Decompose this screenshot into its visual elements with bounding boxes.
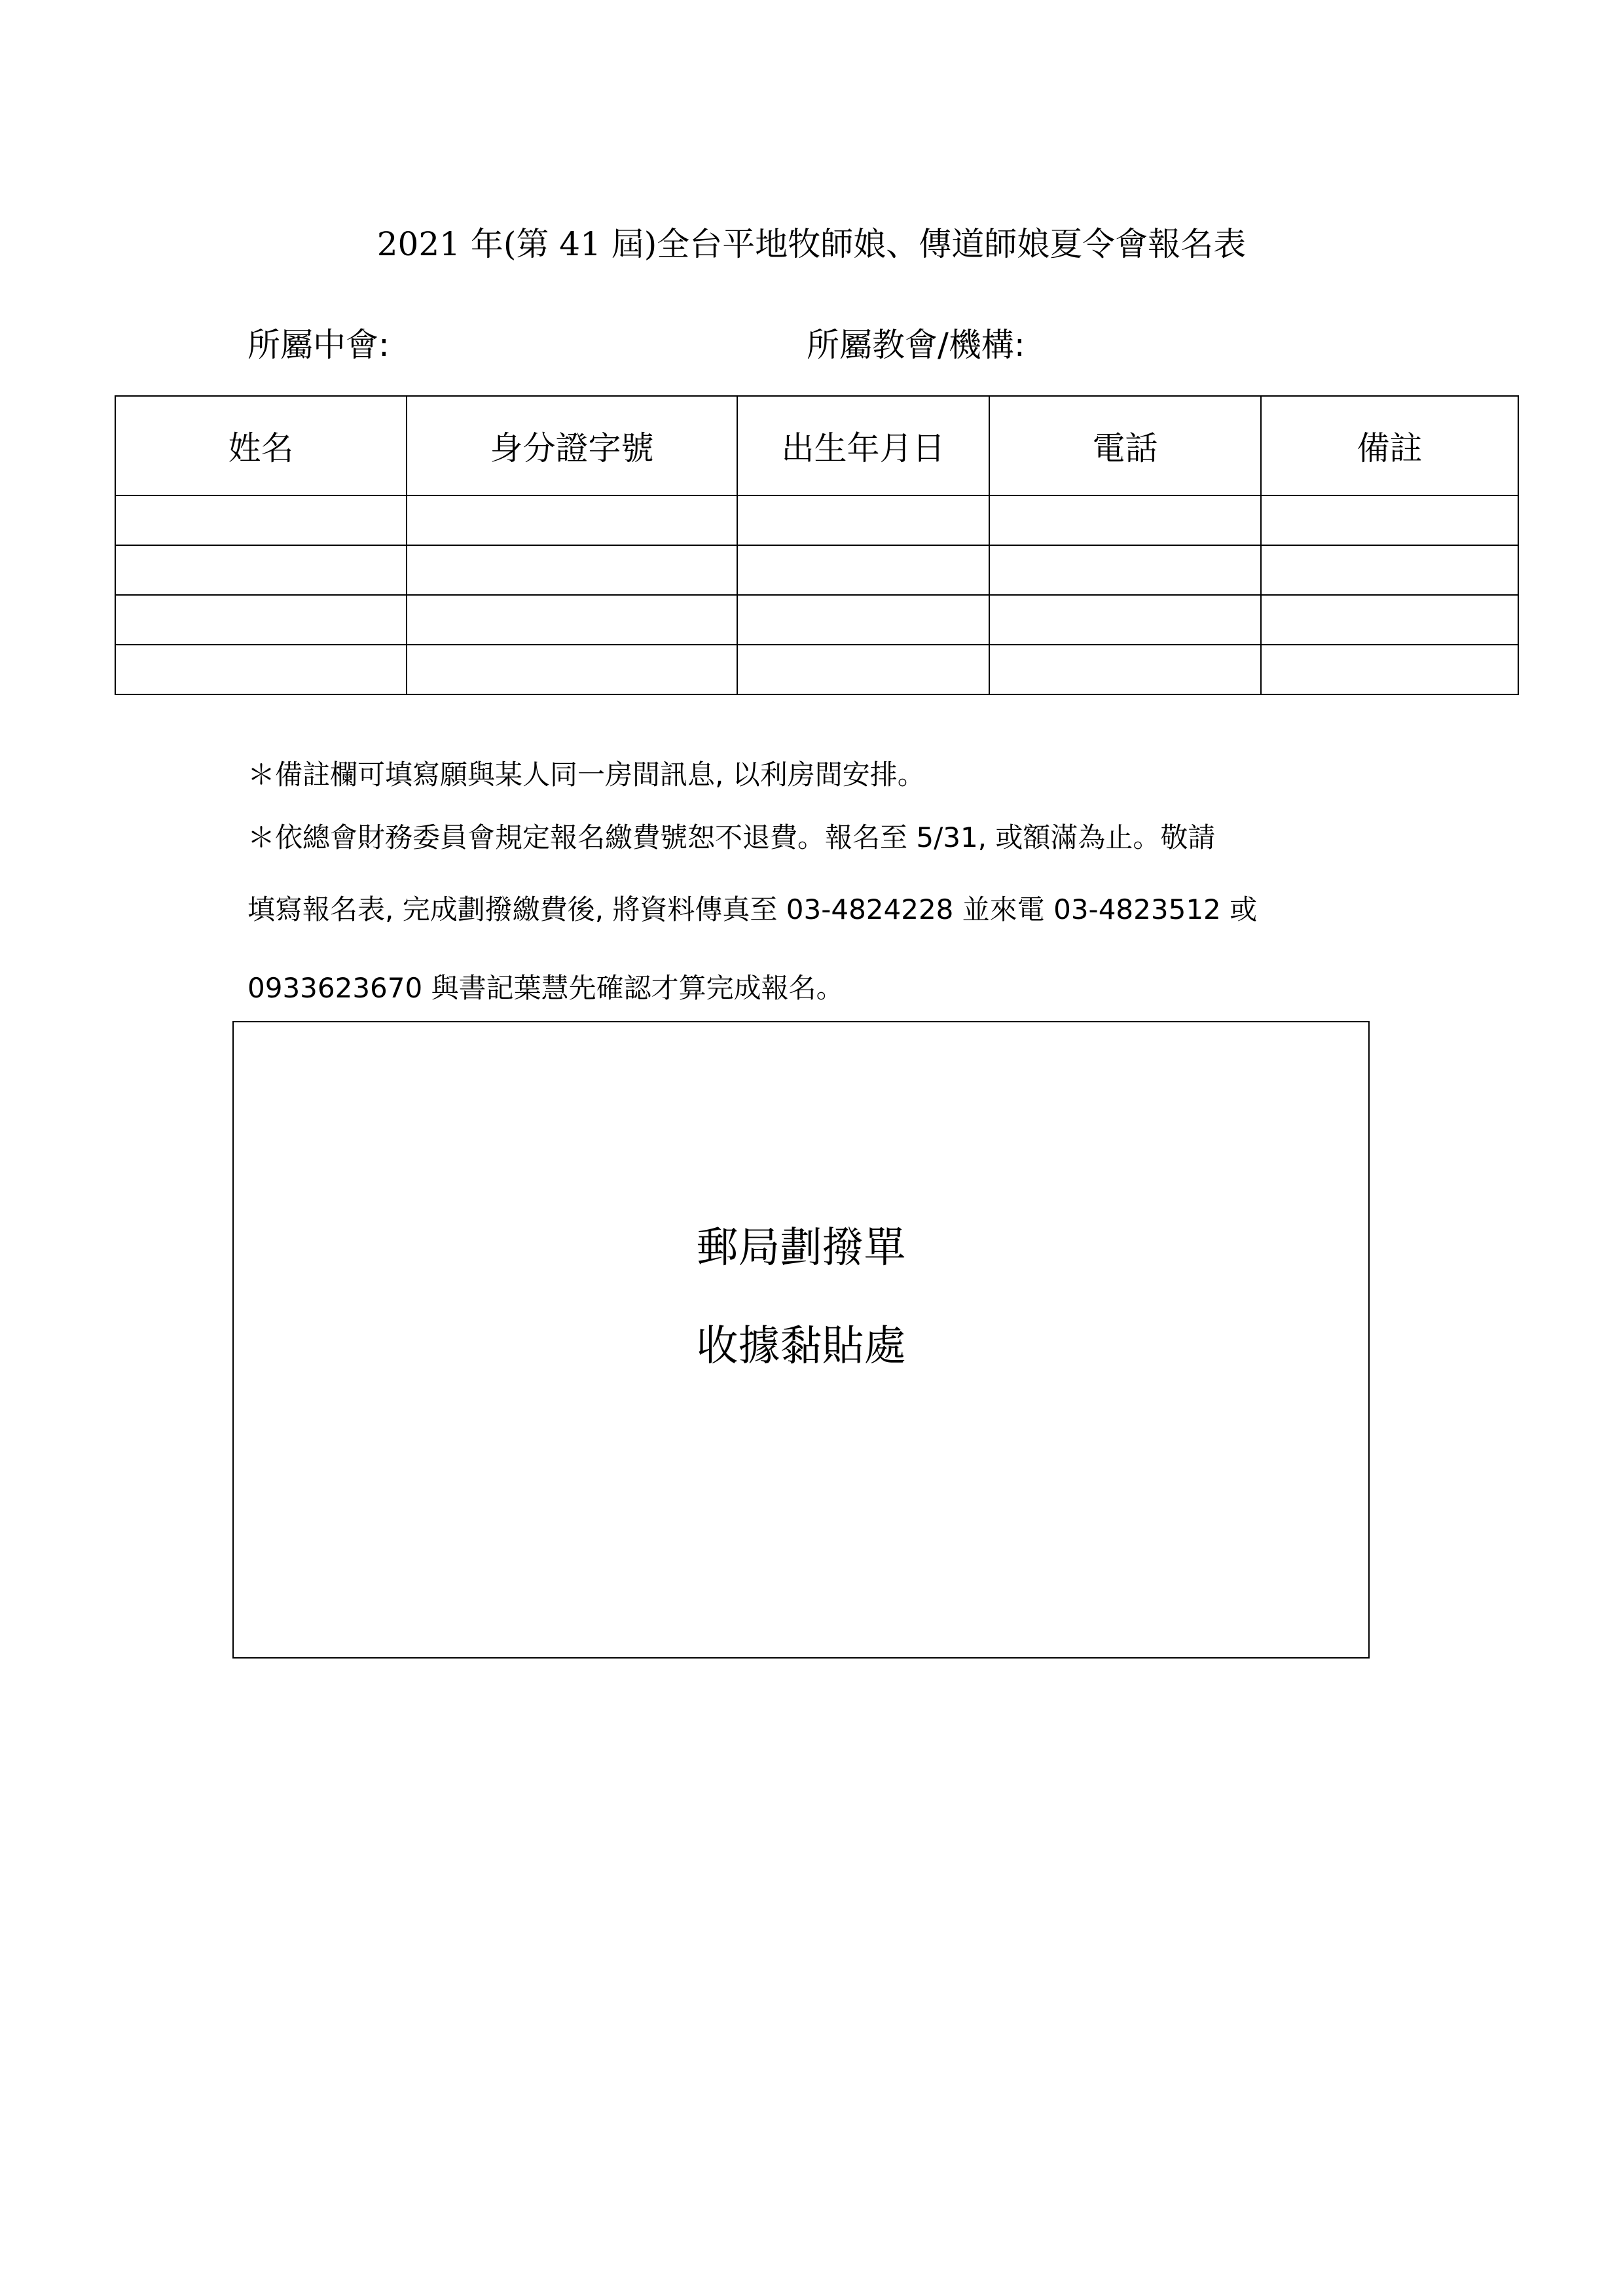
cell-remarks[interactable] <box>1261 545 1518 595</box>
note-fax-instructions: 填寫報名表, 完成劃撥繳費後, 將資料傳真至 03-4824228 並來電 03-4823512 或 <box>247 893 1258 925</box>
cell-name[interactable] <box>115 545 407 595</box>
receipt-box-subtitle: 收據黏貼處 <box>696 1322 906 1371</box>
cell-phone[interactable] <box>989 595 1261 645</box>
header-remarks: 備註 <box>1261 396 1518 495</box>
cell-id-number[interactable] <box>407 545 737 595</box>
cell-id-number[interactable] <box>407 495 737 545</box>
header-id-number: 身分證字號 <box>407 396 737 495</box>
header-birthdate: 出生年月日 <box>737 396 989 495</box>
cell-phone[interactable] <box>989 645 1261 694</box>
note-room-arrangement: ＊備註欄可填寫願與某人同一房間訊息, 以利房間安排。 <box>247 759 925 791</box>
table-row <box>115 545 1518 595</box>
table-row <box>115 495 1518 545</box>
note-confirmation: 0933623670 與書記葉慧先確認才算完成報名。 <box>247 972 844 1004</box>
header-name: 姓名 <box>115 396 407 495</box>
cell-phone[interactable] <box>989 495 1261 545</box>
table-row <box>115 645 1518 694</box>
registration-table <box>115 395 1519 695</box>
cell-birthdate[interactable] <box>737 495 989 545</box>
cell-id-number[interactable] <box>407 645 737 694</box>
cell-name[interactable] <box>115 495 407 545</box>
page-title: 2021 年(第 41 屆)全台平地牧師娘、傳道師娘夏令會報名表 <box>376 225 1247 263</box>
cell-remarks[interactable] <box>1261 595 1518 645</box>
cell-name[interactable] <box>115 595 407 645</box>
church-field-label: 所屬教會/機構: <box>807 326 1025 364</box>
cell-remarks[interactable] <box>1261 495 1518 545</box>
conference-field-label: 所屬中會: <box>247 326 390 364</box>
cell-birthdate[interactable] <box>737 595 989 645</box>
receipt-box-title: 郵局劃撥單 <box>696 1224 906 1272</box>
cell-birthdate[interactable] <box>737 645 989 694</box>
cell-remarks[interactable] <box>1261 645 1518 694</box>
cell-phone[interactable] <box>989 545 1261 595</box>
table-header-row <box>115 396 1518 495</box>
receipt-paste-area <box>232 1021 1370 1659</box>
table-row <box>115 595 1518 645</box>
header-phone: 電話 <box>989 396 1261 495</box>
note-refund-policy: ＊依總會財務委員會規定報名繳費號恕不退費。報名至 5/31, 或額滿為止。敬請 <box>247 821 1216 853</box>
cell-id-number[interactable] <box>407 595 737 645</box>
cell-name[interactable] <box>115 645 407 694</box>
cell-birthdate[interactable] <box>737 545 989 595</box>
